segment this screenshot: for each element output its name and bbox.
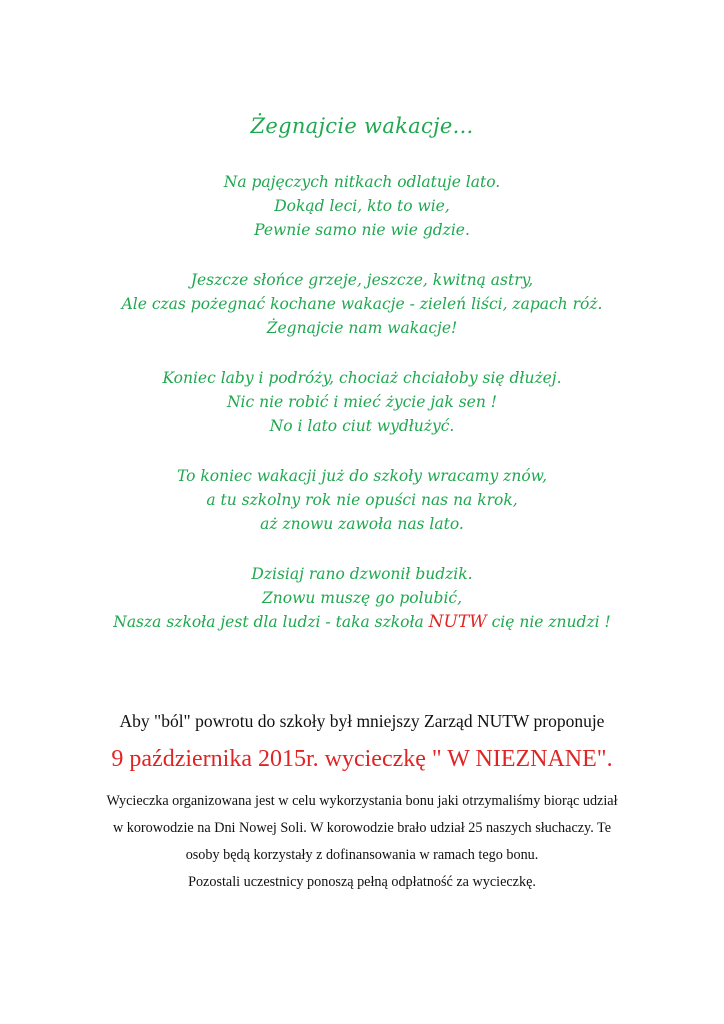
poem-line: To koniec wakacji już do szkoły wracamy znów, — [176, 467, 548, 485]
nutw-highlight: NUTW — [428, 612, 487, 632]
stanza-2 — [0, 268, 724, 340]
stanza-1 — [0, 170, 724, 242]
poem-line: Dokąd leci, kto to wie, — [274, 197, 450, 215]
announcement-details — [0, 788, 724, 896]
announcement-intro: Aby "ból" powrotu do szkoły był mniejszy Zarząd NUTW proponuje — [119, 711, 605, 731]
poem-line-mixed — [0, 610, 724, 634]
poem-line-start: Nasza szkoła jest dla ludzi - taka szkoła — [113, 613, 429, 631]
announcement-headline: 9 października 2015r. wycieczkę " W NIEZNANE". — [111, 746, 613, 772]
details-line: Wycieczka organizowana jest w celu wykorzystania bonu jaki otrzymaliśmy biorąc udział — [106, 793, 618, 809]
poem-line-end: cię nie znudzi ! — [486, 613, 611, 631]
stanza-5 — [0, 562, 724, 634]
poem-line: Jeszcze słońce grzeje, jeszcze, kwitną astry, — [190, 271, 534, 289]
details-line: Pozostali uczestnicy ponoszą pełną odpłatność za wycieczkę. — [188, 874, 536, 890]
details-line: osoby będą korzystały z dofinansowania w ramach tego bonu. — [185, 847, 539, 863]
announcement — [0, 708, 724, 896]
poem-line: No i lato ciut wydłużyć. — [269, 417, 455, 435]
poem-line: Dzisiaj rano dzwonił budzik. — [251, 565, 473, 583]
poem-line: Nic nie robić i mieć życie jak sen ! — [226, 393, 497, 411]
poem-line: a tu szkolny rok nie opuści nas na krok, — [206, 491, 518, 509]
stanza-3 — [0, 366, 724, 438]
poem-line: Pewnie samo nie wie gdzie. — [254, 221, 470, 239]
poem-line: aż znowu zawoła nas lato. — [260, 515, 464, 533]
stanza-4 — [0, 464, 724, 536]
poem-line: Koniec laby i podróży, chociaż chciałoby się dłużej. — [162, 369, 562, 387]
poem — [0, 170, 724, 660]
poem-title: Żegnajcie wakacje... — [250, 114, 474, 138]
details-line: w korowodzie na Dni Nowej Soli. W korowodzie brało udział 25 naszych słuchaczy. Te — [112, 820, 612, 836]
poem-line: Ale czas pożegnać kochane wakacje - zieleń liści, zapach róż. — [121, 295, 603, 313]
poem-line: Znowu muszę go polubić, — [261, 589, 463, 607]
poem-line: Żegnajcie nam wakacje! — [266, 319, 458, 337]
poem-line: Na pajęczych nitkach odlatuje lato. — [223, 173, 501, 191]
